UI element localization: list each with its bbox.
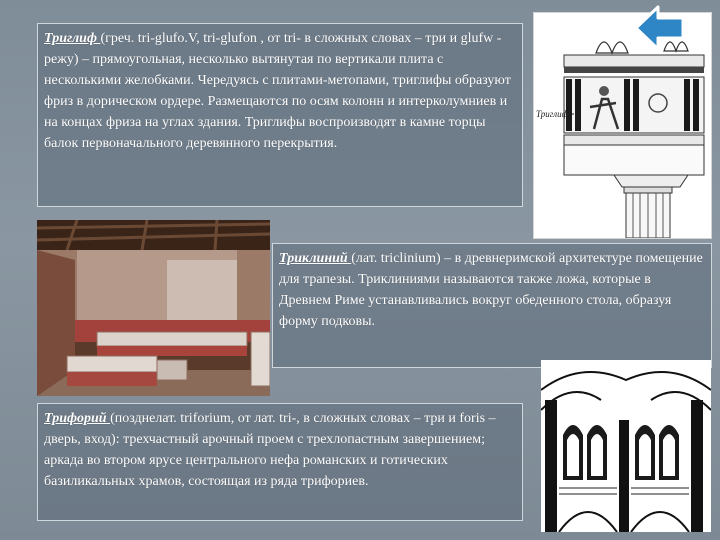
triforium-definition <box>37 403 523 521</box>
triclinium-photo <box>37 220 270 396</box>
triclinium-term: Триклиний <box>279 251 352 266</box>
triforium-text: (позднелат. triforium, от лат. tri-, в сложных словах – три и foris – дверь, вход): трехчастный арочный проем с трехлопастным завершением; аркада во втором ярусе центрального нефа романских и готических базиликальных храмов, состоящая из ряда трифориев. <box>44 411 496 489</box>
triforium-illustration <box>541 360 711 532</box>
triglyph-term: Триглиф <box>44 31 101 46</box>
gothic-arcade-drawing <box>541 360 711 532</box>
triforium-term: Трифорий <box>44 411 111 426</box>
triclinium-definition <box>272 243 712 368</box>
triglyph-definition <box>37 23 523 207</box>
triglyph-figure-label: Триглиф <box>536 109 568 119</box>
triclinium-text: (лат. triclinium) – в древнеримской архитектуре помещение для трапезы. Триклиниями называются также ложа, которые в Древнем Риме устанавливались вокруг обеденного стола, образуя форму подковы. <box>279 251 703 329</box>
back-button[interactable] <box>634 4 686 52</box>
triclinium-room-drawing <box>37 220 270 396</box>
triglyph-text: (греч. tri-glufo.V, tri-glufon , от tri- в сложных словах – три и glufw - режу) – прямоугольная, несколько вытянутая по вертикали плита с несколькими желобками. Чередуясь с плитами-метопами, триглифы образуют фриз в дорическом ордере. Размещаются по осям колонн и интерколумниев и на концах фриза на углах здания. Триглифы воспроизводят в камне торцы балок первоначального деревянного перекрытия. <box>44 31 511 151</box>
back-arrow-icon <box>634 4 686 52</box>
